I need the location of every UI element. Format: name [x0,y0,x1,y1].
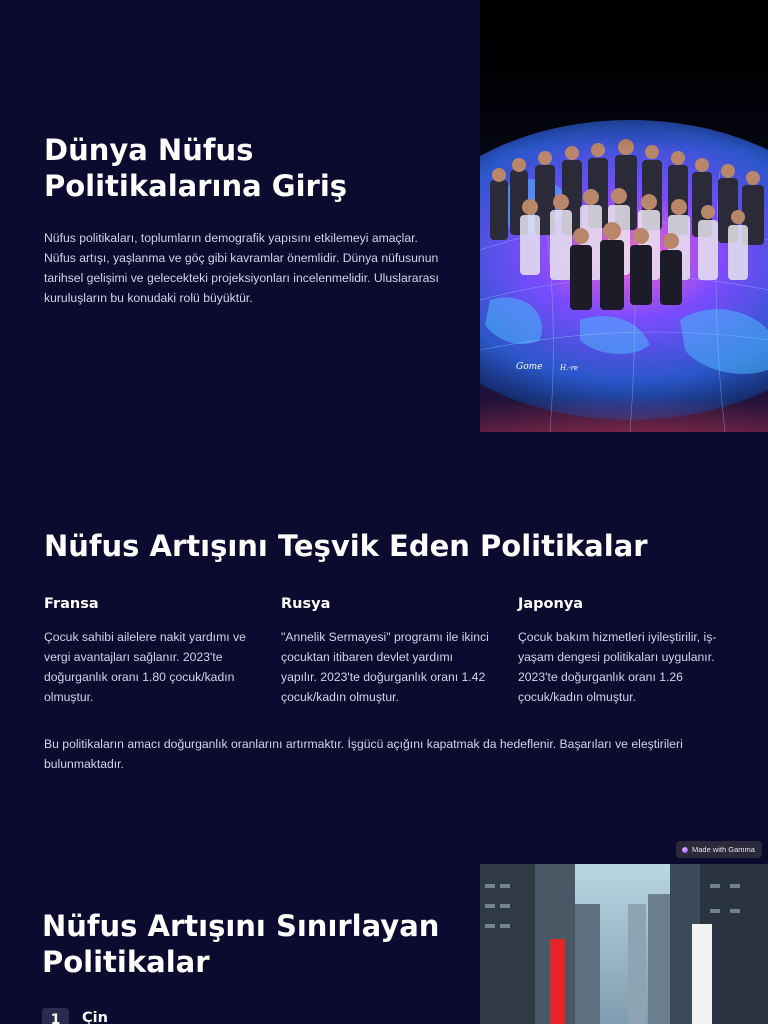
column-japan [518,594,728,707]
made-with-gamma-badge[interactable] [676,841,762,858]
map-label-h-re: H.-re [560,364,579,372]
pro-natal-summary: Bu politikaların amacı doğurganlık oranlarını artırmaktır. İşgücü açığını kapatmak da hedeflenir. Başarıları ve eleştirileri bulunmaktadır. [44,737,683,771]
pro-natal-title: Nüfus Artışını Teşvik Eden Politikalar [44,529,648,563]
column-russia [281,594,491,707]
column-text: "Annelik Sermayesi" programı ile ikinci çocuktan itibaren devlet yardımı yapılır. 2023'te doğurganlık oranı 1.42 çocuk/kadın olmuştur. [281,630,489,704]
city-street-image [480,864,768,1024]
anti-natal-title: Nüfus Artışını Sınırlayan Politikalar [42,909,440,979]
city-skyline-illustration [480,864,768,1024]
list-number: 1 [42,1008,69,1024]
intro-image [480,0,768,432]
column-heading: Fransa [44,596,99,612]
column-text: Çocuk sahibi ailelere nakit yardımı ve vergi avantajları sağlanır. 2023'te doğurganlık oranı 1.80 çocuk/kadın olmuştur. [44,630,246,704]
gamma-logo-icon [682,847,688,853]
list-label: Çin [82,1010,108,1024]
column-text: Çocuk bakım hizmetleri iyileştirilir, iş-yaşam dengesi politikaları uygulanır. 2023'te doğurganlık oranı 1.26 çocuk/kadın olmuştur. [518,630,717,704]
map-label-gome: Gome [516,362,543,372]
column-heading: Rusya [281,596,331,612]
intro-title: Dünya Nüfus Politikalarına Giriş [44,133,348,203]
intro-paragraph: Nüfus politikaları, toplumların demografik yapısını etkilemeyi amaçlar. Nüfus artışı, yaşlanma ve göç gibi kavramlar önemlidir. Dünya nüfusunun tarihsel gelişimi ve gelecekteki projeksiyonları incelenmelidir. Uluslararası kuruluşların bu konudaki rolü büyüktür. [44,231,439,305]
column-france [44,594,254,707]
list-item [42,1008,108,1024]
column-heading: Japonya [518,596,584,612]
intro-section [44,132,444,308]
crowd-world-map-illustration [480,0,768,432]
badge-label: Made with Gamma [692,845,755,854]
